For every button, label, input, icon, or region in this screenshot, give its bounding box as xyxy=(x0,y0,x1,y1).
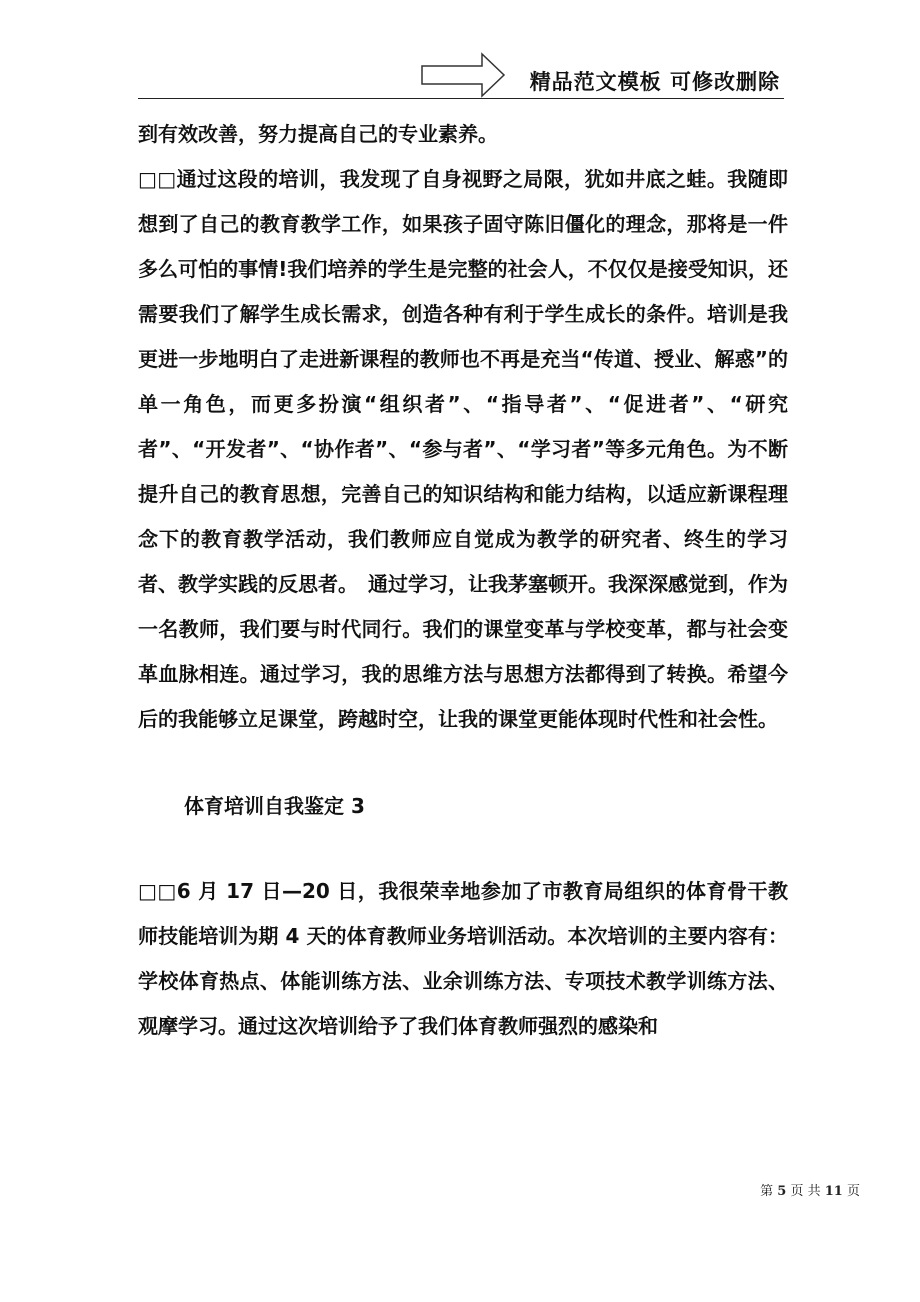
section-title: 体育培训自我鉴定 3 xyxy=(184,794,365,818)
page-number xyxy=(760,1180,860,1199)
document-body xyxy=(138,112,788,1049)
paragraph: □□6 月 17 日—20 日，我很荣幸地参加了市教育局组织的体育骨干教师技能培训为期 4 天的体育教师业务培训活动。本次培训的主要内容有：学校体育热点、体能训练方法、业余训练方法、专项技术教学训练方法、观摩学习。通过这次培训给予了我们体育教师强烈的感染和 xyxy=(138,879,788,1038)
arrow-icon xyxy=(420,52,508,100)
total-pages: 11 xyxy=(824,1184,843,1199)
header-title: 精品范文模板 可修改删除 xyxy=(529,70,780,94)
paragraph: 到有效改善，努力提高自己的专业素养。 xyxy=(138,122,498,146)
page-number-middle: 页 共 xyxy=(790,1184,821,1199)
page-number-prefix: 第 xyxy=(760,1184,774,1199)
paragraph: □□通过这段的培训，我发现了自身视野之局限，犹如井底之蛙。我随即想到了自己的教育教学工作，如果孩子固守陈旧僵化的理念，那将是一件多么可怕的事情!我们培养的学生是完整的社会人，不仅仅是接受知识，还需要我们了解学生成长需求，创造各种有利于学生成长的条件。培训是我更进一步地明白了走进新课程的教师也不再是充当“传道、授业、解惑”的单一角色，而更多扮演“组织者”、“指导者”、“促进者”、“研究者”、“开发者”、“协作者”、“参与者”、“学习者”等多元角色。为不断提升自己的教育思想，完善自己的知识结构和能力结构，以适应新课程理念下的教育教学活动，我们教师应自觉成为教学的研究者、终生的学习者、教学实践的反思者。 通过学习，让我茅塞顿开。我深深感觉到，作为一名教师，我们要与时代同行。我们的课堂变革与学校变革，都与社会变革血脉相连。通过学习，我的思维方法与思想方法都得到了转换。希望今后的我能够立足课堂，跨越时空，让我的课堂更能体现时代性和社会性。 xyxy=(138,167,788,731)
page-header xyxy=(138,50,784,99)
page-number-suffix: 页 xyxy=(846,1184,860,1199)
current-page: 5 xyxy=(777,1184,787,1199)
